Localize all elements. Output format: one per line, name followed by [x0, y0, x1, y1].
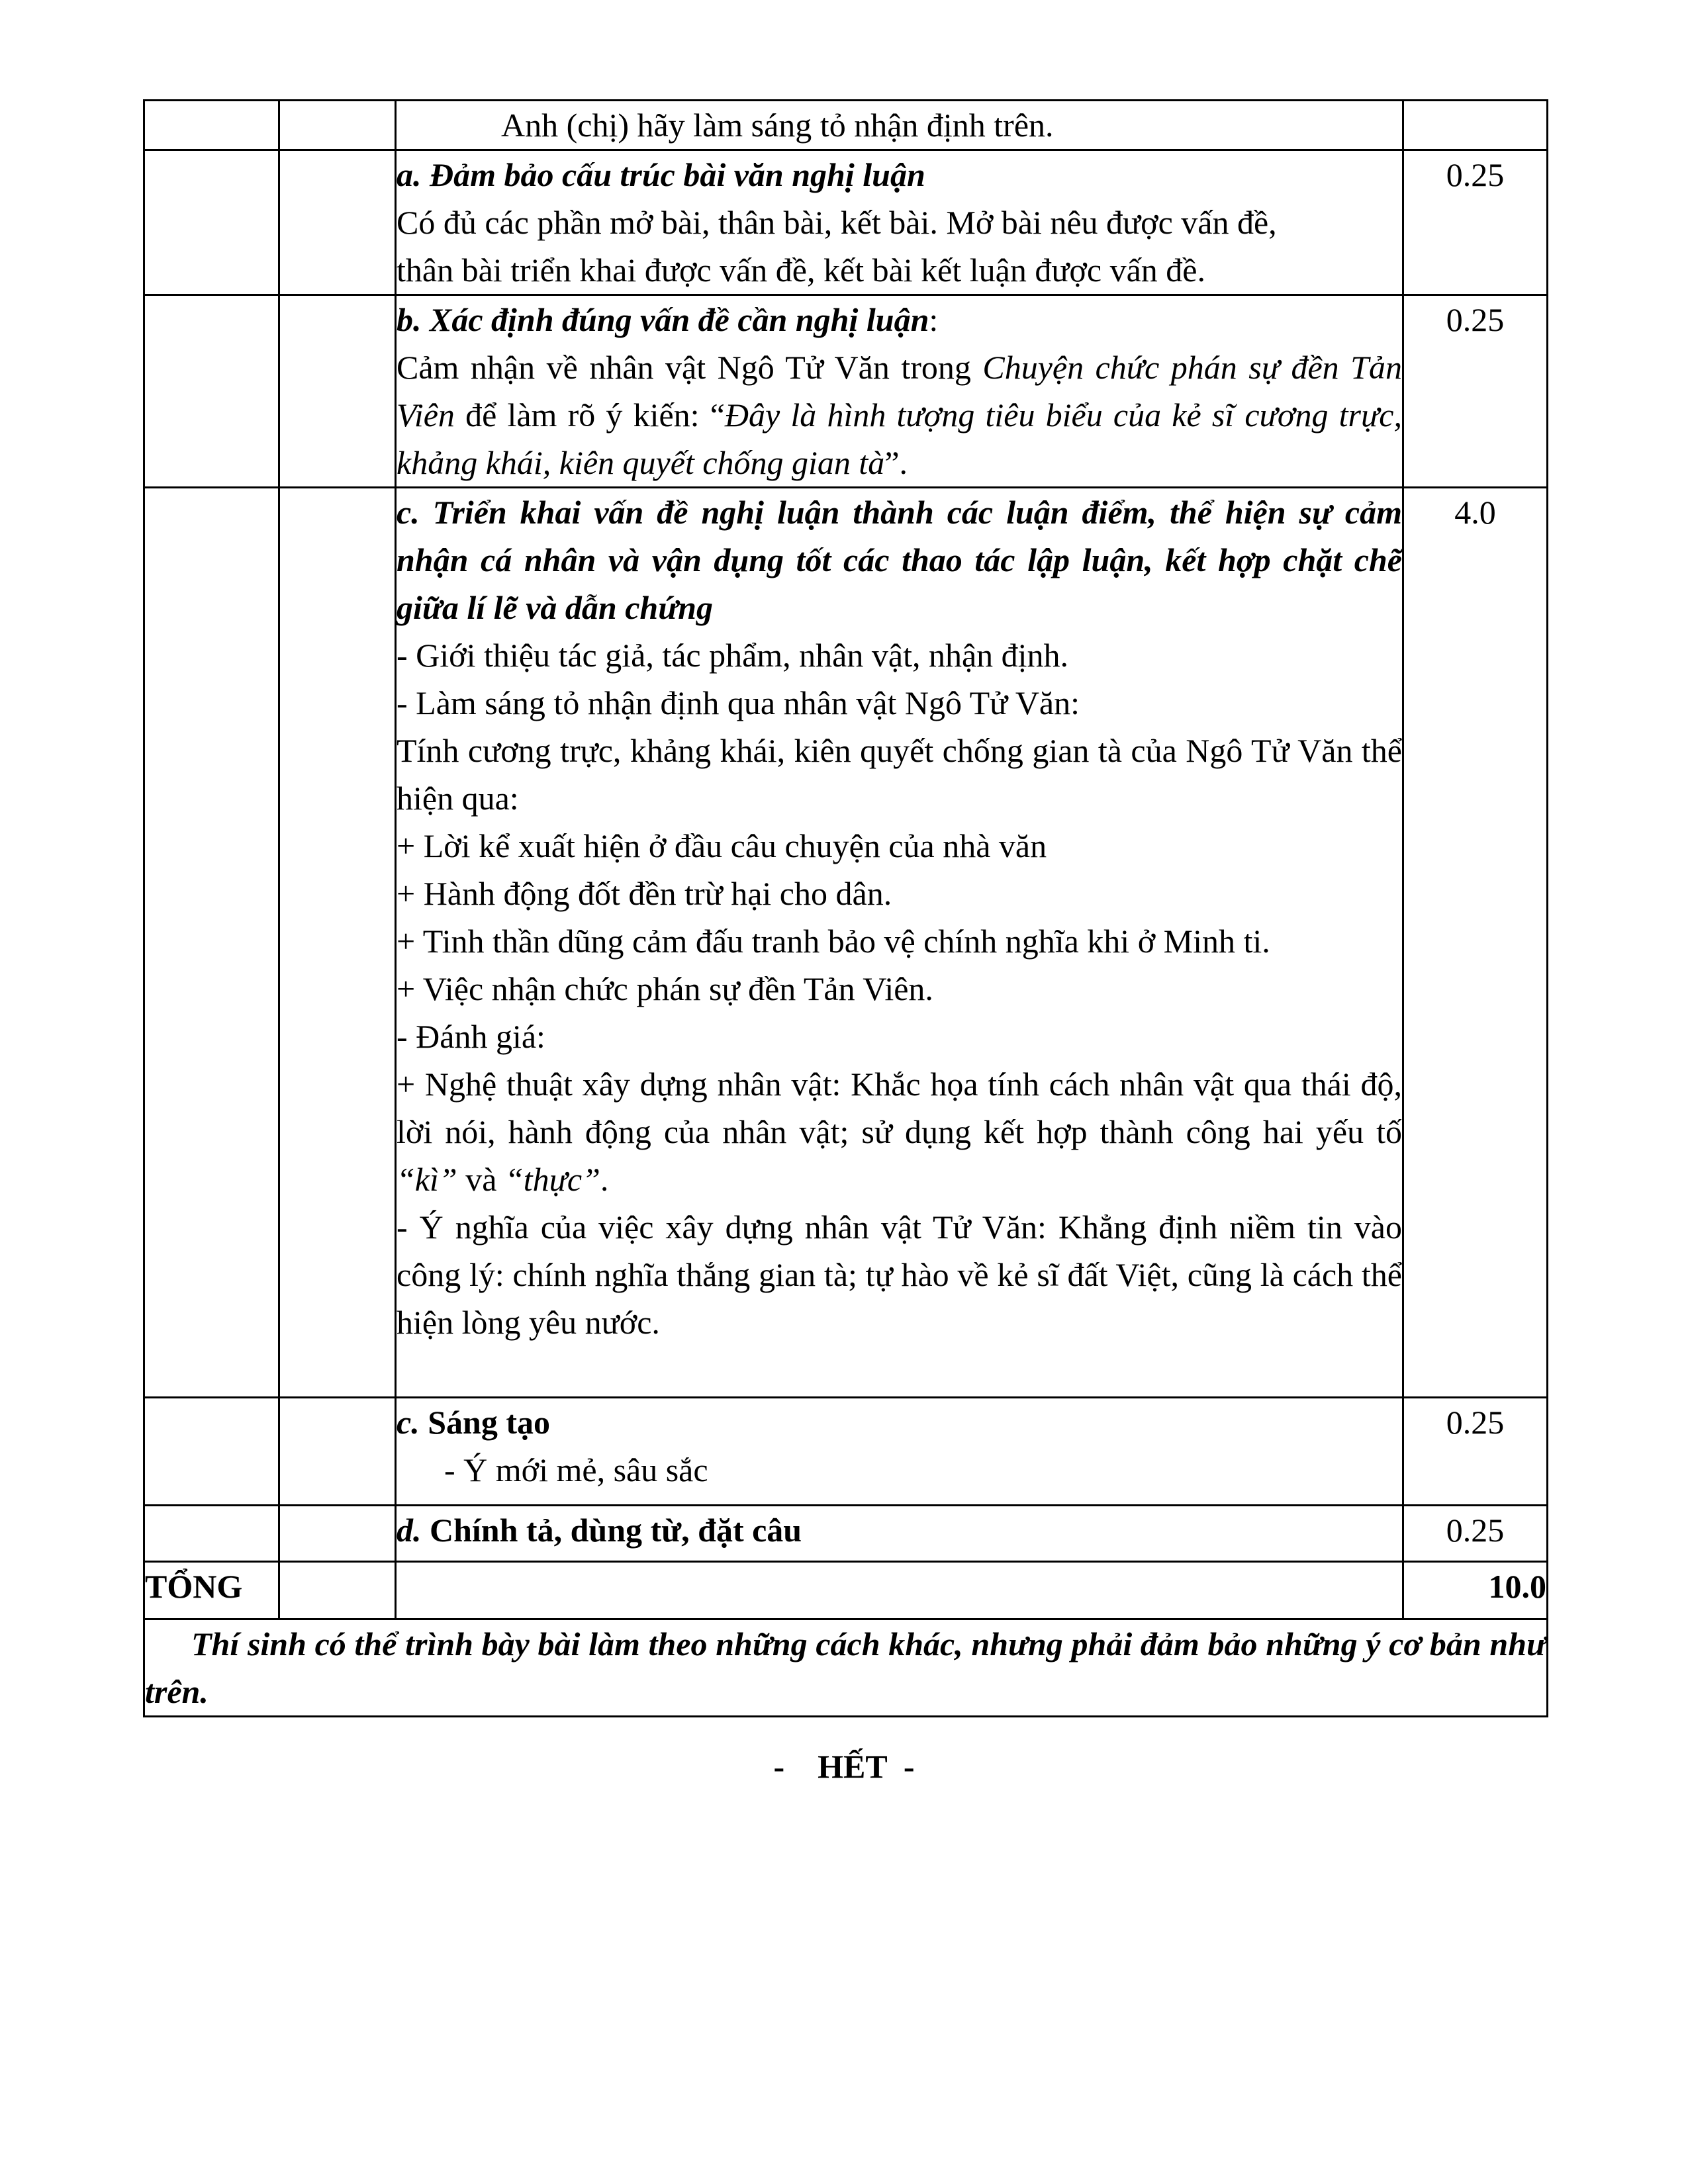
table-cell	[144, 101, 279, 150]
table-cell	[144, 488, 279, 1398]
list-item: - Đánh giá:	[397, 1018, 545, 1055]
list-item: Tính cương trực, khảng khái, kiên quyết chống gian tà của Ngô Tử Văn thể hiện qua:	[397, 732, 1402, 817]
prompt-text: Anh (chị) hãy làm sáng tỏ nhận định trên.	[501, 107, 1054, 144]
table-cell	[279, 1398, 396, 1506]
work-title: Chuyện chức phán sự đền Tản Viên	[397, 349, 1402, 433]
criterion-a-line: thân bài triển khai được vấn đề, kết bài kết luận được vấn đề.	[397, 251, 1205, 289]
criterion-creativity-heading: c. Sáng tạo	[397, 1404, 550, 1441]
grading-table	[143, 99, 1548, 1717]
table-cell	[1403, 101, 1548, 150]
list-item: + Việc nhận chức phán sự đền Tản Viên.	[397, 970, 933, 1007]
criterion-creativity	[396, 1398, 1403, 1506]
table-cell	[396, 1562, 1403, 1619]
criterion-d-heading: d. Chính tả, dùng từ, đặt câu	[397, 1512, 802, 1549]
criterion-b	[396, 295, 1403, 488]
table-cell	[279, 101, 396, 150]
criterion-heading-text: Đảm bảo cấu trúc bài văn nghị luận	[430, 156, 925, 193]
list-item: + Lời kể xuất hiện ở đầu câu chuyện của nhà văn	[397, 827, 1047, 864]
table-cell	[144, 1506, 279, 1562]
table-cell	[396, 101, 1403, 150]
score-cell: 4.0	[1403, 488, 1548, 1398]
criterion-c-heading: c. Triển khai vấn đề nghị luận thành các luận điểm, thể hiện sự cảm nhận cá nhân và vận dụng tốt các thao tác lập luận, kết hợp chặt chẽ giữa lí lẽ và dẫn chứng	[397, 494, 1402, 626]
list-item: - Giới thiệu tác giả, tác phẩm, nhân vật, nhận định.	[397, 637, 1069, 674]
end-marker: - HẾT -	[773, 1748, 915, 1785]
quoted-opinion: Đây là hình tượng tiêu biểu của kẻ sĩ cương trực, khảng khái, kiên quyết chống gian tà	[397, 396, 1402, 481]
table-row	[144, 1506, 1548, 1562]
table-cell	[279, 1562, 396, 1619]
table-cell	[279, 488, 396, 1398]
table-row	[144, 1398, 1548, 1506]
list-item: - Làm sáng tỏ nhận định qua nhân vật Ngô Tử Văn:	[397, 684, 1080, 721]
total-label: TỔNG	[144, 1562, 279, 1619]
note-row	[144, 1619, 1548, 1717]
score-cell: 0.25	[1403, 1398, 1548, 1506]
criterion-a-line: Có đủ các phần mở bài, thân bài, kết bài. Mở bài nêu được vấn đề,	[397, 204, 1277, 241]
list-item: + Hành động đốt đền trừ hại cho dân.	[397, 875, 892, 912]
table-cell	[279, 295, 396, 488]
criterion-a-heading: a. Đảm bảo cấu trúc bài văn nghị luận	[397, 156, 925, 193]
score-cell: 0.25	[1403, 1506, 1548, 1562]
list-item: + Nghệ thuật xây dựng nhân vật: Khắc họa tính cách nhân vật qua thái độ, lời nói, hành động của nhân vật; sử dụng kết hợp thành công hai yếu tố “kì” và “thực”.	[397, 1066, 1402, 1198]
table-cell	[144, 295, 279, 488]
table-cell	[279, 1506, 396, 1562]
criterion-b-text: Cảm nhận về nhân vật Ngô Tử Văn trong Chuyện chức phán sự đền Tản Viên để làm rõ ý kiến: “Đây là hình tượng tiêu biểu của kẻ sĩ cương trực, khảng khái, kiên quyết chống gian tà”.	[397, 349, 1402, 481]
list-item: - Ý mới mẻ, sâu sắc	[444, 1451, 708, 1488]
table-row	[144, 101, 1548, 150]
list-item: + Tinh thần dũng cảm đấu tranh bảo vệ chính nghĩa khi ở Minh ti.	[397, 923, 1270, 960]
criterion-b-heading: b. Xác định đúng vấn đề cần nghị luận:	[397, 301, 939, 338]
note-text: Thí sinh có thể trình bày bài làm theo những cách khác, nhưng phải đảm bảo những ý cơ bản như trên.	[145, 1625, 1546, 1710]
table-row	[144, 295, 1548, 488]
note-cell	[144, 1619, 1548, 1717]
total-row	[144, 1562, 1548, 1619]
table-row	[144, 150, 1548, 295]
score-cell: 0.25	[1403, 150, 1548, 295]
list-item: - Ý nghĩa của việc xây dựng nhân vật Tử Văn: Khẳng định niềm tin vào công lý: chính nghĩa thắng gian tà; tự hào về kẻ sĩ đất Việt, cũng là cách thể hiện lòng yêu nước.	[397, 1208, 1402, 1341]
score-cell: 0.25	[1403, 295, 1548, 488]
total-value: 10.0	[1403, 1562, 1548, 1619]
criterion-a	[396, 150, 1403, 295]
criterion-c	[396, 488, 1403, 1398]
criterion-d	[396, 1506, 1403, 1562]
table-cell	[279, 150, 396, 295]
table-cell	[144, 1398, 279, 1506]
table-cell	[144, 150, 279, 295]
table-row	[144, 488, 1548, 1398]
